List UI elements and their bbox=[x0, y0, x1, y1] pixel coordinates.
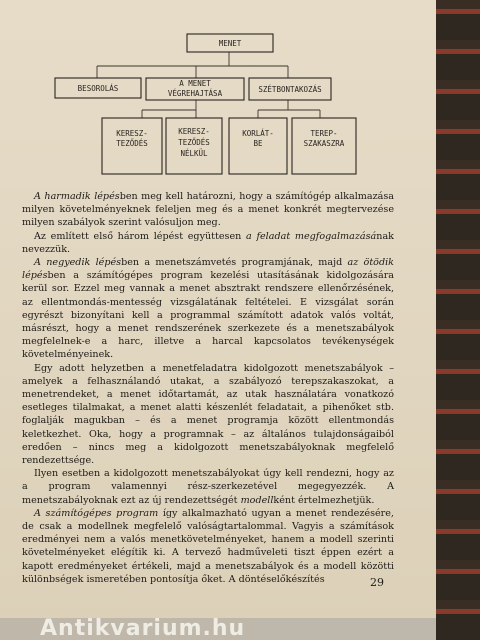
box-nelkul-line3: NÉLKÜL bbox=[180, 149, 208, 158]
box-terepszakaszra bbox=[292, 118, 356, 174]
watermark: Antikvarium.hu bbox=[0, 618, 436, 640]
box-besorolas-label: BESOROLÁS bbox=[77, 84, 119, 93]
italic-run: A számítógépes program bbox=[34, 507, 159, 519]
italic-run: a feladat megfogalmazásá bbox=[246, 230, 377, 242]
box-szetbontakozas bbox=[249, 78, 331, 100]
paragraph-1 bbox=[22, 190, 394, 230]
paragraph-4 bbox=[22, 362, 394, 468]
text-run: Ilyen esetben a kidolgozott menetszabályokat úgy kell rendezni, hogy az a program valamennyi rész-szerkezetével megegyezzék. A menetszabályoknak ezt az új rendezettségét bbox=[22, 468, 394, 506]
hierarchy-diagram bbox=[0, 0, 436, 190]
text-run: nak nevezzük. bbox=[22, 230, 394, 255]
box-kereszt-ezodes-line2: TEZŐDÉS bbox=[116, 139, 148, 148]
box-kereszt-ezodes bbox=[102, 118, 162, 174]
box-vegrehajtas-line1: A MENET bbox=[179, 79, 211, 88]
box-vegrehajtas bbox=[146, 78, 244, 100]
text-run: Az említett első három lépést együttesen bbox=[34, 230, 247, 242]
page-number: 29 bbox=[370, 576, 384, 589]
text-run: ben a menetszámvetés programjának, majd bbox=[121, 257, 348, 269]
italic-run: A harmadik lépés bbox=[34, 191, 120, 202]
italic-run: A negyedik lépés bbox=[34, 257, 122, 269]
text-run: ben a számítógépes program kezelési utasításának kidolgozására kerül sor. Ezzel meg vannak a menet absztrakt rendszere ellenőrzésének, az ellentmondás-mentesség vizsgálatának feltételei. E vizsgálat során egyrészt bizonyítani kell a programmal számított adatok valós voltát, másrészt, hogy a menet rendszerének szerkezete és a menetszabályok megfelelnek-e a harc, illetve a harcal kapcsolatos tevékenységek követelményeinek. bbox=[22, 270, 394, 361]
box-kereszt-ezodes-line1: KERESZ- bbox=[116, 129, 148, 138]
box-terepszakaszra-line2: SZAKASZRA bbox=[303, 139, 345, 148]
box-menet-label: MENET bbox=[218, 39, 242, 48]
paragraph-6 bbox=[22, 507, 394, 586]
box-korlatbe bbox=[229, 118, 287, 174]
box-korlatbe-line2: BE bbox=[253, 139, 263, 148]
box-kereszt-ezodes-nelkul bbox=[166, 118, 222, 174]
text-run: ként értelmezhetjük. bbox=[273, 494, 375, 506]
box-nelkul-line2: TEZŐDÉS bbox=[178, 138, 210, 147]
text-run: ben meg kell határozni, hogy a számítógép alkalmazása milyen követelményeknek feleljen meg és a menet konkrét megtervezése milyen szabályok szerint valósuljon meg. bbox=[22, 191, 395, 229]
body-text bbox=[22, 190, 394, 586]
paragraph-3 bbox=[22, 256, 394, 362]
box-szetbontakozas-label: SZÉTBONTAKOZÁS bbox=[258, 85, 322, 94]
text-run: Egy adott helyzetben a menetfeladatra kidolgozott menetszabályok – amelyek a felhasználandó utakat, a szabályozó terepszakaszokat, a menetrendeket, a menet időtartamát, az utak használatára vonatkozó esetleges tilalmakat, a menet alatti készenlét feladatait, a pihenőket stb. foglalják magukban – és a menet programja között ellentmondás keletkezhet. Oka, hogy a programnak – az általános tulajdonságaiból eredően – nincs meg a kidolgozott menetszabályoknak megfelelő rendezettsége. bbox=[22, 362, 394, 467]
box-vegrehajtas-line2: VÉGREHAJTÁSA bbox=[167, 89, 223, 98]
box-besorolas bbox=[55, 78, 141, 98]
box-terepszakaszra-line1: TEREP- bbox=[310, 129, 338, 138]
text-run: így alkalmazható ugyan a menet rendezésére, de csak a modellnek megfelelő valóságtartalommal. Vagyis a számítások eredményei nem a valós menetkövetelményeket, hanem a modell szerinti követelményeket elégítik ki. A tervező hadműveleti tiszt éppen ezért a kapott eredményeket értékeli, majd a menetszabályok és a modell közötti különbségek ismeretében pontosítja őket. A döntéselőkészítés bbox=[22, 507, 394, 585]
box-korlatbe-line1: KORLÁT- bbox=[242, 129, 274, 138]
page-edge-background bbox=[436, 0, 480, 640]
paragraph-2 bbox=[22, 230, 394, 256]
italic-run: az ötödik lépés bbox=[22, 257, 394, 282]
italic-run: modell bbox=[240, 494, 274, 506]
box-menet bbox=[187, 34, 273, 52]
paragraph-5 bbox=[22, 467, 394, 507]
box-nelkul-line1: KERESZ- bbox=[178, 127, 210, 136]
